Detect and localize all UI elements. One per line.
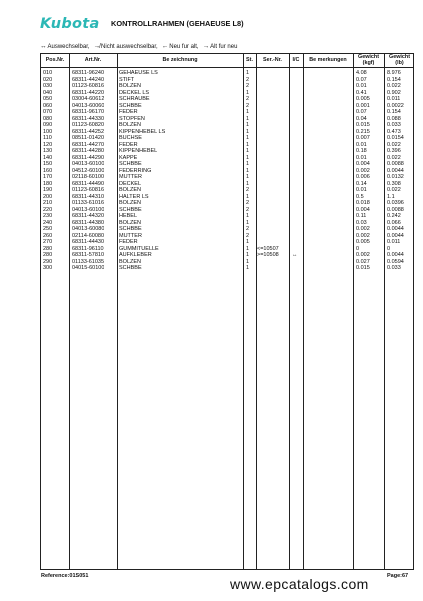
cell-art: 68311-44380 <box>72 219 105 226</box>
cell-kg: 0.18 <box>356 148 367 154</box>
cell-desc: STOPFEN <box>119 115 145 122</box>
cell-lb: 0.0044 <box>387 167 404 174</box>
cell-st: 1 <box>246 219 250 226</box>
cell-kg: 0.07 <box>356 76 367 83</box>
cell-st: 1 <box>246 193 250 200</box>
cell-desc: BOLZEN <box>119 200 142 206</box>
cell-st: 1 <box>246 148 250 154</box>
cell-desc: HEBEL <box>119 213 138 219</box>
cell-st: 1 <box>246 89 250 96</box>
cell-lb: 0.0088 <box>387 161 404 167</box>
cell-desc: SCHBBE <box>119 102 142 109</box>
cell-art: 68311-44330 <box>72 115 105 122</box>
cell-desc: BOLZEN <box>119 258 142 265</box>
legend-label: Nicht auswechselbar, <box>101 43 158 50</box>
cell-kg: 0.015 <box>356 265 370 271</box>
cell-pos: 150 <box>43 161 53 167</box>
cell-kg: 0.005 <box>356 96 370 102</box>
cell-lb: 1.1 <box>387 193 395 200</box>
cell-art: 01133-61035 <box>72 258 105 265</box>
header-pos: Pos.Nr. <box>45 57 65 64</box>
cell-st: 2 <box>246 206 250 213</box>
cell-pos: 230 <box>43 213 53 219</box>
cell-st: 1 <box>246 122 250 128</box>
cell-lb: 0 <box>387 245 391 252</box>
legend-item-old-for-new <box>203 43 238 50</box>
cell-pos: 140 <box>43 154 53 161</box>
cell-kg: 0.004 <box>356 161 370 167</box>
parts-table <box>40 53 414 570</box>
cell-pos: 220 <box>43 206 53 213</box>
left-arrow-icon: ← <box>161 43 169 50</box>
right-arrow-icon: → <box>202 43 210 50</box>
crossed-arrow-icon: ↛ <box>93 43 101 50</box>
cell-pos: 280 <box>43 245 53 252</box>
legend-item-interchangeable <box>40 43 90 50</box>
cell-lb: 0.0044 <box>387 226 404 232</box>
cell-lb: 0.0044 <box>387 252 404 258</box>
cell-lb: 0.022 <box>387 187 401 193</box>
cell-desc: MUTTER <box>119 174 142 180</box>
cell-lb: 0.242 <box>387 213 401 219</box>
cell-desc: BUCHSE <box>119 135 142 141</box>
cell-kg: 4.08 <box>356 70 367 76</box>
cell-pos: 090 <box>43 122 53 128</box>
cell-desc: BOLZEN <box>119 219 142 226</box>
cell-kg: 0.04 <box>356 115 367 122</box>
cell-lb: 0.088 <box>387 115 401 122</box>
cell-pos: 210 <box>43 200 53 206</box>
cell-lb: 0.154 <box>387 76 401 83</box>
cell-kg: 0.002 <box>356 226 370 232</box>
cell-desc: DECKEL LS <box>119 89 150 96</box>
cell-desc: GEHAEUSE LS <box>119 70 158 76</box>
cell-art: 68311-44252 <box>72 128 105 135</box>
table-header <box>41 54 413 68</box>
header-quantity: St. <box>246 57 253 64</box>
cell-pos: 070 <box>43 109 53 115</box>
double-arrow-icon: ↔ <box>40 43 47 50</box>
cell-desc: MUTTER <box>119 232 142 239</box>
legend-item-not-interchangeable <box>94 43 158 50</box>
table-row <box>41 265 413 272</box>
interchangeability-legend <box>40 43 237 50</box>
cell-art: 04512-60100 <box>72 167 105 174</box>
cell-lb: 0.0088 <box>387 206 404 213</box>
cell-st: 1 <box>246 115 250 122</box>
cell-lb: 0.011 <box>387 96 401 102</box>
cell-st: 1 <box>246 174 250 180</box>
cell-lb: 0.022 <box>387 154 401 161</box>
cell-pos: 160 <box>43 167 53 174</box>
cell-pos: 020 <box>43 76 53 83</box>
cell-lb: 0.066 <box>387 219 401 226</box>
cell-st: 1 <box>246 245 250 252</box>
cell-kg: 0.018 <box>356 200 370 206</box>
cell-lb: 0.011 <box>387 239 401 245</box>
cell-desc: STIFT <box>119 76 135 83</box>
header-weight-lb: Gewicht (lb) <box>389 54 410 66</box>
cell-desc: FEDER <box>119 141 138 148</box>
cell-lb: 0.022 <box>387 141 401 148</box>
cell-kg: 0.215 <box>356 128 370 135</box>
cell-st: 2 <box>246 96 250 102</box>
cell-desc: FEDER <box>119 109 138 115</box>
cell-art: 08511-01420 <box>72 135 105 141</box>
cell-kg: 0.03 <box>356 219 367 226</box>
header-description: Be zeichnung <box>162 57 198 64</box>
cell-art: 68311-44280 <box>72 148 105 154</box>
cell-st: 1 <box>246 167 250 174</box>
cell-desc: HALTER LS <box>119 193 149 200</box>
cell-pos: 080 <box>43 115 53 122</box>
cell-lb: 0.0396 <box>387 200 404 206</box>
cell-desc: SCHBBE <box>119 206 142 213</box>
cell-lb: 0.396 <box>387 148 401 154</box>
header-art: Art.Nr. <box>84 57 102 64</box>
cell-lb: 0.033 <box>387 122 401 128</box>
cell-ser: >=10508 <box>257 252 279 258</box>
cell-art: 04015-60100 <box>72 265 105 271</box>
cell-st: 2 <box>246 83 250 89</box>
cell-art: 68311-44270 <box>72 141 105 148</box>
cell-lb: 0.022 <box>387 83 401 89</box>
cell-st: 1 <box>246 141 250 148</box>
table-body <box>41 70 413 272</box>
cell-art: 68311-96240 <box>72 70 105 76</box>
kubota-logo: Kubota <box>40 16 100 32</box>
cell-desc: KIPPENHEBEL LS <box>119 128 166 135</box>
cell-desc: SCHBBE <box>119 265 142 271</box>
cell-kg: 0.007 <box>356 135 370 141</box>
cell-pos: 270 <box>43 239 53 245</box>
cell-lb: 0.0154 <box>387 135 404 141</box>
cell-st: 1 <box>246 252 250 258</box>
cell-desc: SCHBBE <box>119 226 142 232</box>
watermark-text: www.epcatalogs.com <box>230 576 369 592</box>
cell-art: 04013-60100 <box>72 206 105 213</box>
cell-lb: 8.976 <box>387 70 401 76</box>
cell-st: 1 <box>246 70 250 76</box>
cell-st: 1 <box>246 128 250 135</box>
legend-label: Auswechselbar, <box>47 43 90 50</box>
cell-art: 68311-96110 <box>72 245 104 252</box>
cell-pos: 250 <box>43 226 53 232</box>
cell-st: 1 <box>246 180 250 187</box>
cell-kg: 0.5 <box>356 193 364 200</box>
cell-st: 2 <box>246 226 250 232</box>
cell-kg: 0.01 <box>356 154 367 161</box>
reference-label: Reference:01S051 <box>41 573 89 579</box>
legend-label: Alt fur neu <box>210 43 238 50</box>
cell-desc: BOLZEN <box>119 122 142 128</box>
header-ic: I/C <box>292 57 300 64</box>
cell-lb: 0.0022 <box>387 102 404 109</box>
cell-pos: 130 <box>43 148 53 154</box>
cell-art: 68311-44320 <box>72 213 105 219</box>
cell-desc: GUMMITUELLE <box>119 245 159 252</box>
cell-desc: FEDER <box>119 239 138 245</box>
header-weight-kg: Gewicht (kgf) <box>358 54 379 66</box>
cell-art: 01123-60816 <box>72 83 105 89</box>
cell-art: 68311-44290 <box>72 154 105 161</box>
cell-lb: 0.473 <box>387 128 401 135</box>
cell-ic: ↔ <box>292 252 298 258</box>
cell-pos: 060 <box>43 102 53 109</box>
cell-pos: 290 <box>43 258 53 265</box>
cell-kg: 0.027 <box>356 258 370 265</box>
cell-desc: FEDERRING <box>119 167 152 174</box>
cell-art: 68311-44430 <box>72 239 105 245</box>
cell-st: 1 <box>246 161 250 167</box>
cell-art: 68311-44490 <box>72 180 105 187</box>
cell-kg: 0.14 <box>356 180 367 187</box>
cell-art: 01123-60816 <box>72 187 105 193</box>
cell-art: 68311-57810 <box>72 252 105 258</box>
cell-art: 04013-60060 <box>72 102 105 109</box>
cell-kg: 0.01 <box>356 83 367 89</box>
cell-kg: 0.41 <box>356 89 367 96</box>
cell-pos: 190 <box>43 187 53 193</box>
cell-kg: 0.004 <box>356 206 370 213</box>
cell-art: 68311-96170 <box>72 109 105 115</box>
cell-pos: 200 <box>43 193 53 200</box>
cell-pos: 170 <box>43 174 53 180</box>
legend-item-new-for-old <box>162 43 199 50</box>
cell-lb: 0.308 <box>387 180 401 187</box>
cell-kg: 0.07 <box>356 109 367 115</box>
cell-st: 1 <box>246 213 250 219</box>
cell-desc: DECKEL <box>119 180 142 187</box>
cell-kg: 0.002 <box>356 232 370 239</box>
cell-desc: KAPPE <box>119 154 138 161</box>
cell-pos: 100 <box>43 128 53 135</box>
header-remarks: Be merkungen <box>309 57 347 64</box>
cell-art: 03004-60612 <box>72 96 105 102</box>
cell-kg: 0.002 <box>356 252 370 258</box>
legend-label: Neu fur alt, <box>169 43 199 50</box>
cell-kg: 0.11 <box>356 213 367 219</box>
cell-ser: <=10507 <box>257 245 279 252</box>
cell-pos: 300 <box>43 265 53 271</box>
header-serial: Ser.-Nr. <box>263 57 282 64</box>
page-number: Page:67 <box>387 573 409 579</box>
cell-art: 02118-60100 <box>72 174 105 180</box>
cell-kg: 0 <box>356 245 360 252</box>
page-title: KONTROLLRAHMEN (GEHAEUSE L8) <box>111 19 244 28</box>
cell-kg: 0.005 <box>356 239 370 245</box>
cell-st: 2 <box>246 102 250 109</box>
cell-art: 04013-60100 <box>72 161 105 167</box>
cell-st: 2 <box>246 200 250 206</box>
cell-art: 04013-60080 <box>72 226 105 232</box>
cell-pos: 010 <box>43 70 53 76</box>
cell-desc: SCHRAUBE <box>119 96 150 102</box>
cell-pos: 120 <box>43 141 53 148</box>
cell-pos: 110 <box>43 135 52 141</box>
cell-kg: 0.006 <box>356 174 370 180</box>
cell-kg: 0.001 <box>356 102 370 109</box>
cell-art: 68311-44220 <box>72 89 105 96</box>
cell-kg: 0.01 <box>356 187 367 193</box>
cell-st: 2 <box>246 232 250 239</box>
cell-art: 68311-44310 <box>72 193 105 200</box>
cell-art: 01123-60820 <box>72 122 105 128</box>
cell-pos: 030 <box>43 83 53 89</box>
cell-art: 68311-44240 <box>72 76 105 83</box>
cell-st: 2 <box>246 76 250 83</box>
cell-pos: 180 <box>43 180 53 187</box>
cell-desc: BOLZEN <box>119 83 142 89</box>
cell-st: 1 <box>246 109 250 115</box>
cell-desc: KIPPENHEBEL <box>119 148 158 154</box>
cell-kg: 0.002 <box>356 167 370 174</box>
cell-pos: 280 <box>43 252 53 258</box>
cell-pos: 260 <box>43 232 53 239</box>
cell-art: 01133-61016 <box>72 200 105 206</box>
cell-lb: 0.0044 <box>387 232 404 239</box>
cell-st: 1 <box>246 154 250 161</box>
cell-art: 02114-60080 <box>72 232 105 239</box>
cell-lb: 0.902 <box>387 89 401 96</box>
cell-lb: 0.0132 <box>387 174 404 180</box>
cell-st: 2 <box>246 187 250 193</box>
cell-desc: BOLZEN <box>119 187 142 193</box>
cell-lb: 0.154 <box>387 109 401 115</box>
cell-lb: 0.0594 <box>387 258 404 265</box>
cell-kg: 0.015 <box>356 122 370 128</box>
cell-pos: 040 <box>43 89 53 96</box>
cell-desc: AUFKLEBER <box>119 252 152 258</box>
cell-st: 1 <box>246 239 250 245</box>
cell-st: 1 <box>246 258 250 265</box>
cell-lb: 0.033 <box>387 265 401 271</box>
cell-st: 1 <box>246 265 250 271</box>
cell-pos: 050 <box>43 96 53 102</box>
cell-pos: 240 <box>43 219 53 226</box>
cell-desc: SCHBBE <box>119 161 142 167</box>
cell-kg: 0.01 <box>356 141 367 148</box>
cell-st: 1 <box>246 135 250 141</box>
